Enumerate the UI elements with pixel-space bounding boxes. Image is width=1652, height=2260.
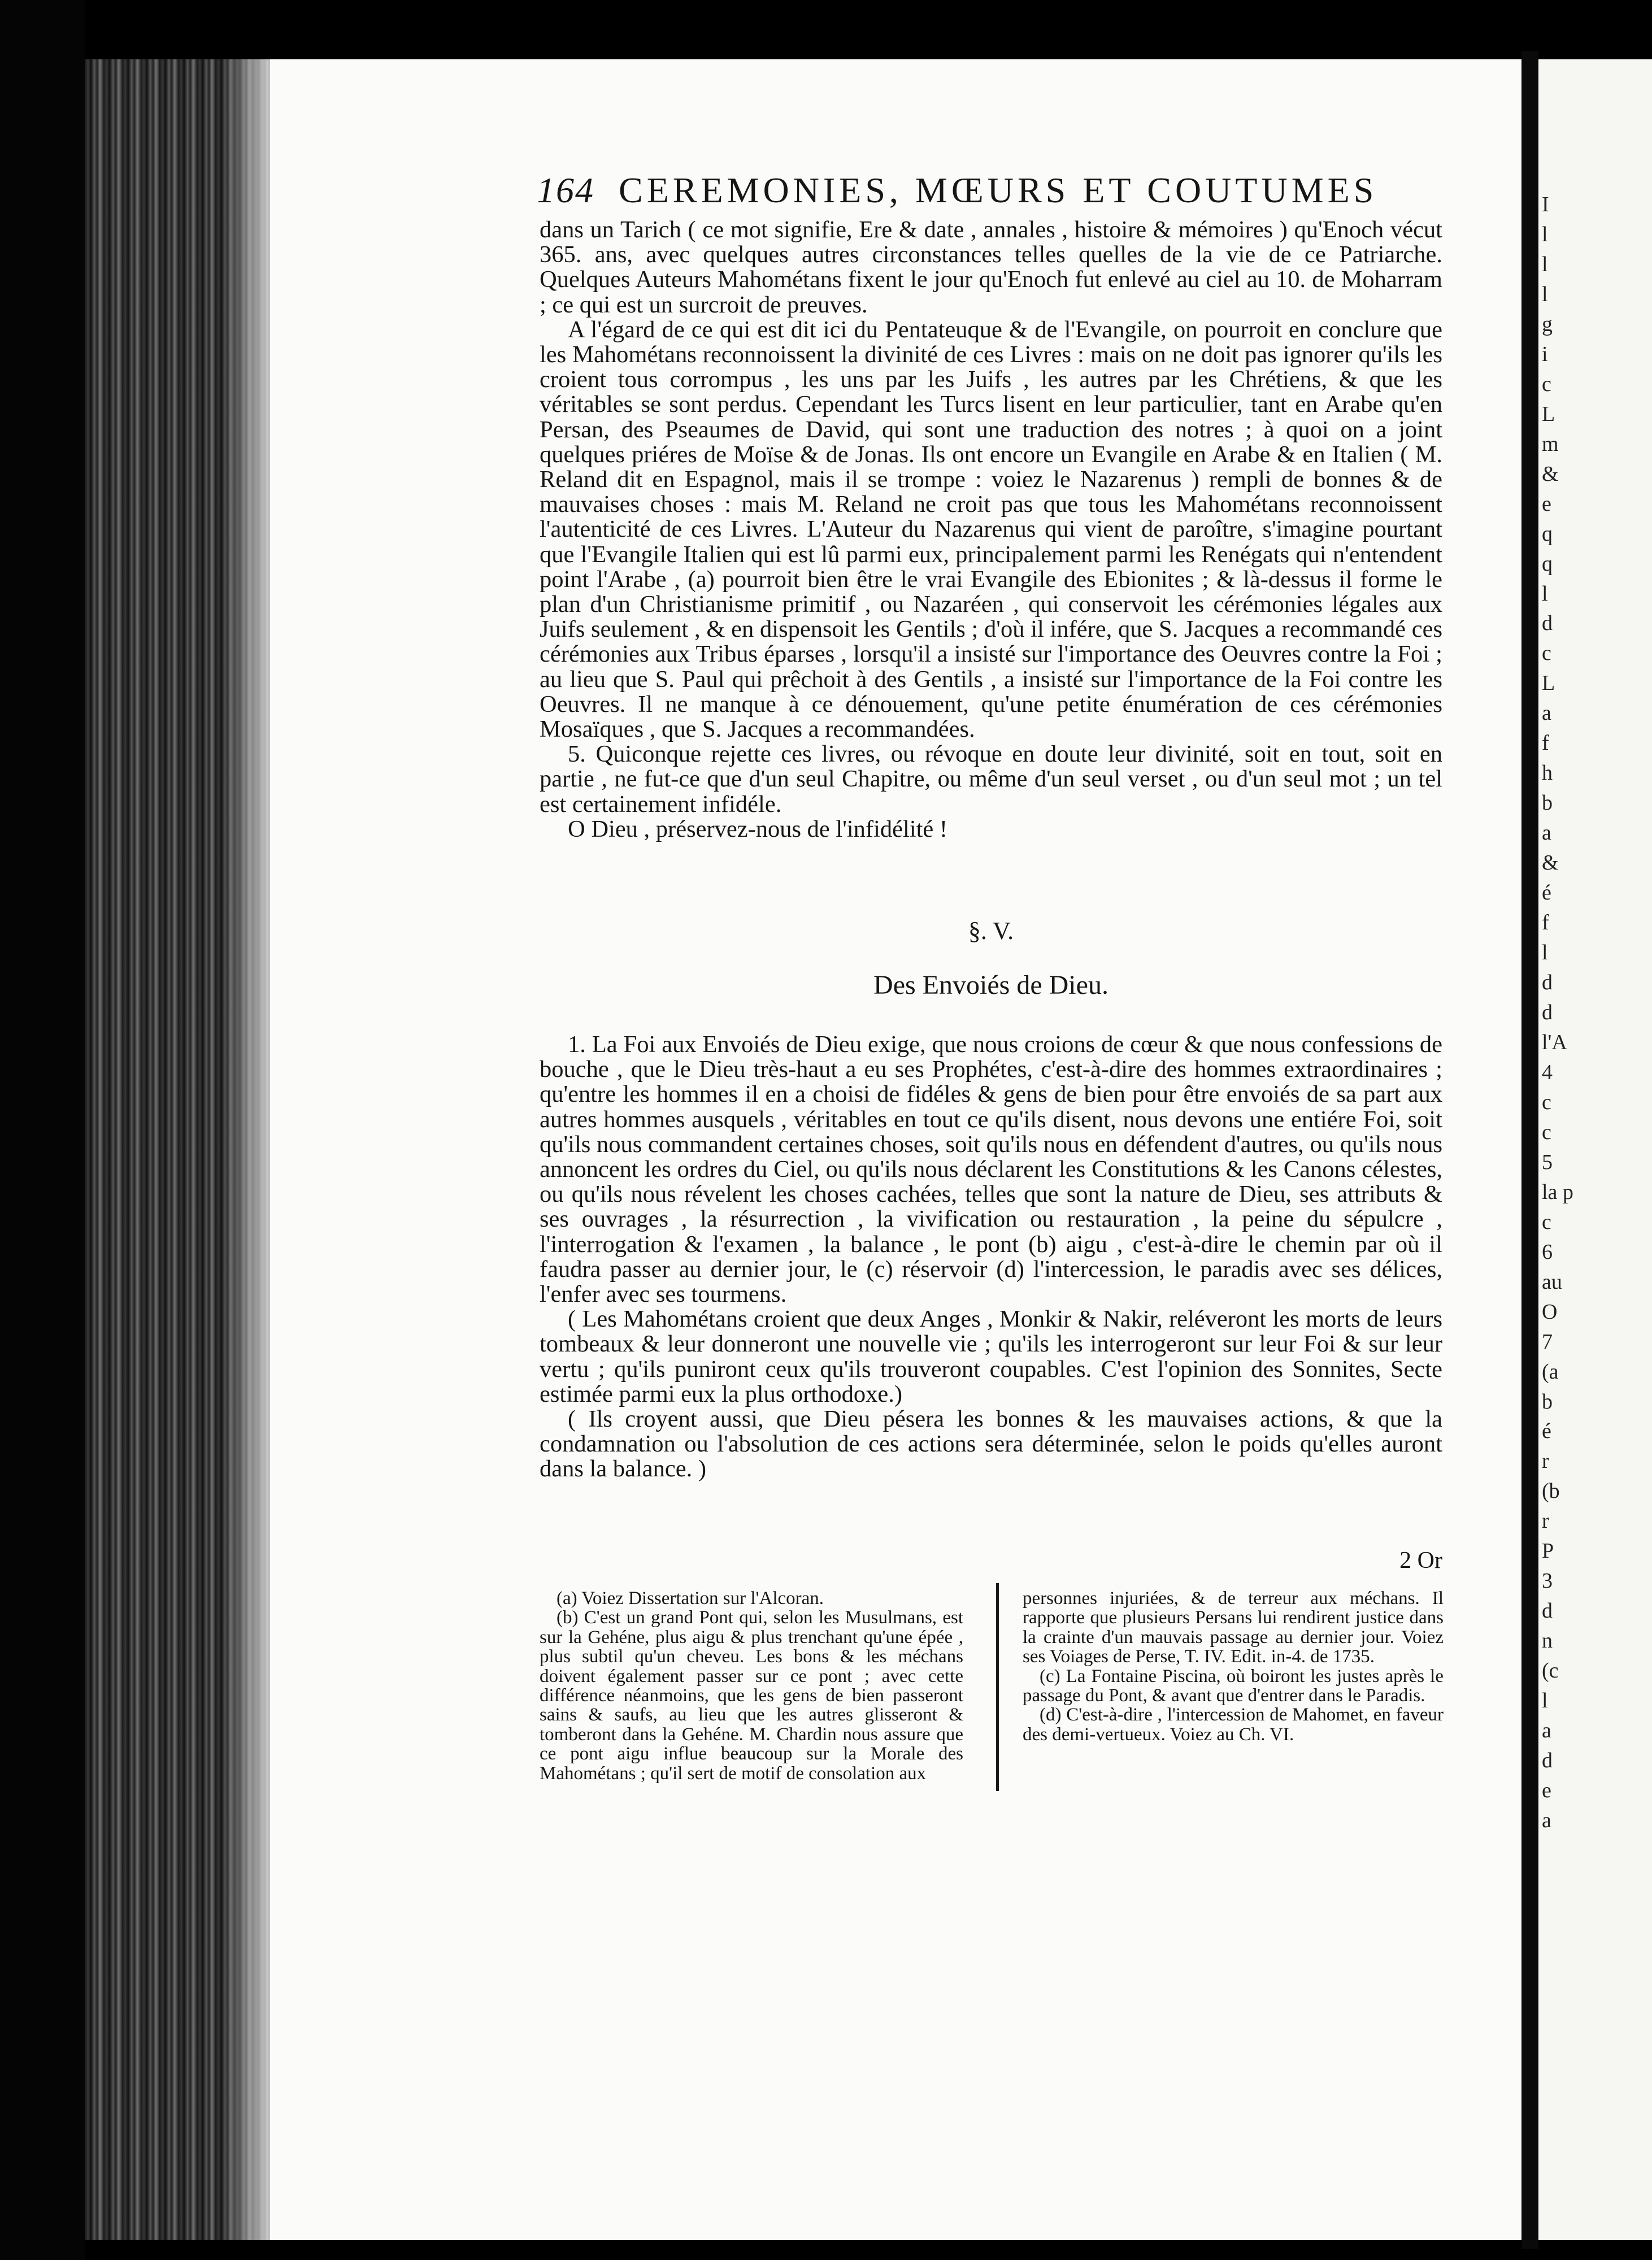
adjacent-page-fragment: d <box>1542 1749 1553 1772</box>
paragraph: O Dieu , préservez-nous de l'infidélité ! <box>568 815 948 842</box>
adjacent-page-fragment: (a <box>1542 1360 1559 1384</box>
adjacent-page-fragment: l <box>1542 223 1548 246</box>
adjacent-page-fragment: q <box>1542 552 1553 576</box>
adjacent-page-fragment: d <box>1542 1001 1553 1024</box>
adjacent-page-edge <box>1538 59 1652 2240</box>
adjacent-page-fragment: a <box>1542 1719 1551 1742</box>
adjacent-page-fragment: I <box>1542 193 1549 216</box>
running-header <box>537 169 1395 211</box>
adjacent-page-fragment: l <box>1542 941 1548 964</box>
adjacent-page-fragment: 3 <box>1542 1569 1553 1593</box>
adjacent-page-fragment: e <box>1542 492 1551 516</box>
adjacent-page-fragment: P <box>1542 1539 1554 1563</box>
adjacent-page-fragment: é <box>1542 1419 1551 1443</box>
section-title: Des Envoiés de Dieu. <box>873 970 1108 1000</box>
adjacent-page-fragment: f <box>1542 911 1549 935</box>
adjacent-page-fragment: é <box>1542 881 1551 905</box>
paragraph: 1. La Foi aux Envoiés de Dieu exige, que nous croions de cœur & que nous confessions de bouche , que le Dieu très-haut a eu ses Prophétes, c'est-à-dire des hommes extraordinaires ; qu'entre les hommes il en a choisi de fidéles & gens de bien pour être envoiés de sa part aux autres hommes ausquels , véritables en tout ce qu'ils disent, nous devons une entiére Foi, soit qu'ils nous commandent certaines choses, soit qu'ils nous en défendent d'autres, ou qu'ils nous annoncent les ordres du Ciel, ou qu'ils nous déclarent les Constitutions & les Canons célestes, ou qu'ils nous révelent les choses cachées, telles que sont la nature de Dieu, ses attributs & ses ouvrages , la résurrection , la vivification ou restauration , la peine du sépulcre , l'interrogation & l'examen , la balance , le pont (b) aigu , c'est-à-dire le chemin par où il faudra passer au dernier jour, le (c) réservoir (d) l'intercession, le paradis avec ses délices, l'enfer avec ses tourmens. <box>540 1031 1442 1308</box>
adjacent-page-fragment: c <box>1542 641 1551 665</box>
footnote: (d) C'est-à-dire , l'intercession de Mahomet, en faveur des demi-vertueux. Voiez au Ch. VI. <box>1023 1705 1444 1745</box>
adjacent-page-fragment: (c <box>1542 1659 1559 1683</box>
adjacent-page-fragment: l <box>1542 282 1548 306</box>
footnote-continuation: personnes injuriées, & de terreur aux méchans. Il rapporte que plusieurs Persans lui rendirent justice dans la crainte d'un mauvais passage au dernier jour. Voiez ses Voiages de Perse, T. IV. Edit. in-4. de 1735. <box>1023 1588 1444 1667</box>
adjacent-page-fragment: d <box>1542 971 1553 994</box>
adjacent-page-fragment: f <box>1542 731 1549 755</box>
adjacent-page-fragment: i <box>1542 342 1548 366</box>
paragraph: ( Ils croyent aussi, que Dieu pésera les bonnes & les mauvaises actions, & que la condamnation ou l'absolution de ces actions sera déterminée, selon le poids qu'elles auront dans la balance. ) <box>540 1406 1442 1483</box>
adjacent-page-fragment: a <box>1542 1809 1551 1832</box>
footnotes-right-column <box>1023 1589 1444 1744</box>
adjacent-page-fragment: e <box>1542 1779 1551 1802</box>
adjacent-page-fragment: c <box>1542 372 1551 396</box>
adjacent-page-fragment: l <box>1542 1689 1548 1713</box>
adjacent-page-fragment: L <box>1542 671 1555 695</box>
column-rule <box>996 1583 999 1791</box>
running-title: CEREMONIES, MŒURS ET COUTUMES <box>619 170 1378 210</box>
footnote: (b) C'est un grand Pont qui, selon les Musulmans, est sur la Gehéne, plus aigu & plus trenchant qu'une épée , plus subtil qu'un cheveu. Les bons & les méchans doivent également passer sur ce pont ; avec cette différence néanmoins, que les gens de bien passeront sains & saufs, au lieu que les autres glisseront & tomberont dans la Gehéne. M. Chardin nous assure que ce pont aigu influe beaucoup sur la Morale des Mahométans ; qu'il sert de motif de consolation aux <box>540 1607 963 1784</box>
adjacent-page-fragment: O <box>1542 1300 1558 1324</box>
adjacent-page-fragment: 6 <box>1542 1240 1553 1264</box>
paragraph: 5. Quiconque rejette ces livres, ou révoque en doute leur divinité, soit en tout, soit en partie , ne fut-ce que d'un seul Chapitre, ou même d'un seul verset , ou d'un seul mot ; un tel est certainement infidéle. <box>540 741 1442 818</box>
adjacent-page-fragment: L <box>1542 402 1555 426</box>
footnote: (a) Voiez Dissertation sur l'Alcoran. <box>557 1588 824 1609</box>
adjacent-page-fragment: 5 <box>1542 1150 1553 1174</box>
paragraph: ( Les Mahométans croient que deux Anges , Monkir & Nakir, reléveront les morts de leurs tombeaux & leur donneront une nouvelle vie ; qu'ils les interrogeront sur leur Foi & sur leur vertu ; qu'ils puniront ceux qu'ils trouveront coupables. C'est l'opinion des Sonnites, Secte estimée parmi eux la plus orthodoxe.) <box>540 1306 1442 1407</box>
adjacent-page-fragment: l'A <box>1542 1031 1567 1054</box>
adjacent-page-fragment: 7 <box>1542 1330 1553 1354</box>
section-number: §. V. <box>968 917 1014 945</box>
adjacent-page-fragment: q <box>1542 522 1553 546</box>
adjacent-page-fragment: (b <box>1542 1479 1560 1503</box>
book-spine-shadow <box>1521 51 1538 2249</box>
scan-margin-left <box>0 0 85 2260</box>
adjacent-page-fragment: c <box>1542 1210 1551 1234</box>
adjacent-page-fragment: n <box>1542 1629 1553 1653</box>
paragraph: dans un Tarich ( ce mot signifie, Ere & date , annales , histoire & mémoires ) qu'Enoch vécut 365. ans, avec quelques autres circonstances telles quelles de la vie de ce Patriarche. Quelques Auteurs Mahométans fixent le jour qu'Enoch fut enlevé au ciel au 10. de Moharram ; ce qui est un surcroit de preuves. <box>540 216 1442 318</box>
body-text-bottom <box>540 1032 1442 1482</box>
page-number: 164 <box>537 170 594 210</box>
adjacent-page-fragment: & <box>1542 851 1559 875</box>
paragraph: A l'égard de ce qui est dit ici du Pentateuque & de l'Evangile, on pourroit en conclure que les Mahométans reconnoissent la divinité de ces Livres : mais on ne doit pas ignorer qu'ils les croient tous corrompus , les uns par les Juifs , les autres par les Chrétiens, & que les véritables se sont perdus. Cependant les Turcs lisent en leur particulier, tant en Arabe qu'en Persan, des Pseaumes de David, qui sont une traduction des notres ; à quoi on a joint quelques priéres de Moïse & de Jonas. Ils ont encore un Evangile en Arabe & en Italien ( M. Reland dit en Espagnol, mais il se trompe : voiez le Nazarenus ) rempli de bonnes & de mauvaises choses : mais M. Reland ne croit pas que tous les Mahométans reconnoissent l'autenticité de ces Livres. L'Auteur du Nazarenus qui vient de paroître, s'imagine pourtant que l'Evangile Italien qui est lû parmi eux, principalement parmi les Renégats qui n'entendent point l'Arabe , (a) pourroit bien être le vrai Evangile des Ebionites ; & là-dessus il forme le plan d'un Christianisme primitif , ou Nazaréen , qui conservoit les cérémonies légales aux Juifs seulement , & en dispensoit les Gentils ; d'où il infére, que S. Jacques a recommandé ces cérémonies aux Tribus éparses , lorsqu'il a insisté sur l'importance des Oeuvres contre la Foi ; au lieu que S. Paul qui prêchoit à des Gentils , a insisté sur l'importance de la Foi contre les Oeuvres. Il ne manque à ce dénouement, qu'une petite énumération de ces cérémonies Mosaïques , que S. Jacques a recommandées. <box>540 316 1442 743</box>
adjacent-page-fragment: c <box>1542 1120 1551 1144</box>
footnote: (c) La Fontaine Piscina, où boiront les justes après le passage du Pont, & avant que d'entrer dans le Paradis. <box>1023 1666 1444 1706</box>
adjacent-page-fragment: d <box>1542 611 1553 635</box>
adjacent-page-fragment: a <box>1542 701 1551 725</box>
adjacent-page-fragment: r <box>1542 1509 1549 1533</box>
adjacent-page-fragment: h <box>1542 761 1553 785</box>
adjacent-page-fragment: 4 <box>1542 1061 1553 1084</box>
adjacent-page-fragment: la p <box>1542 1180 1573 1204</box>
adjacent-page-fragment: m <box>1542 432 1559 456</box>
adjacent-page-fragment: b <box>1542 791 1553 815</box>
body-text-top <box>540 218 1442 842</box>
adjacent-page-fragment: & <box>1542 462 1559 486</box>
adjacent-page-fragment: au <box>1542 1270 1562 1294</box>
gutter-shadow <box>223 59 274 2240</box>
footnotes-left-column <box>540 1589 963 1783</box>
adjacent-page-fragment: l <box>1542 582 1548 606</box>
catchword: 2 Or <box>1399 1548 1442 1574</box>
adjacent-page-fragment: b <box>1542 1390 1553 1414</box>
adjacent-page-fragment: d <box>1542 1599 1553 1623</box>
adjacent-page-fragment: l <box>1542 253 1548 276</box>
adjacent-page-fragment: a <box>1542 821 1551 845</box>
adjacent-page-fragment: g <box>1542 312 1553 336</box>
adjacent-page-fragment: r <box>1542 1449 1549 1473</box>
adjacent-page-fragment: c <box>1542 1090 1551 1114</box>
